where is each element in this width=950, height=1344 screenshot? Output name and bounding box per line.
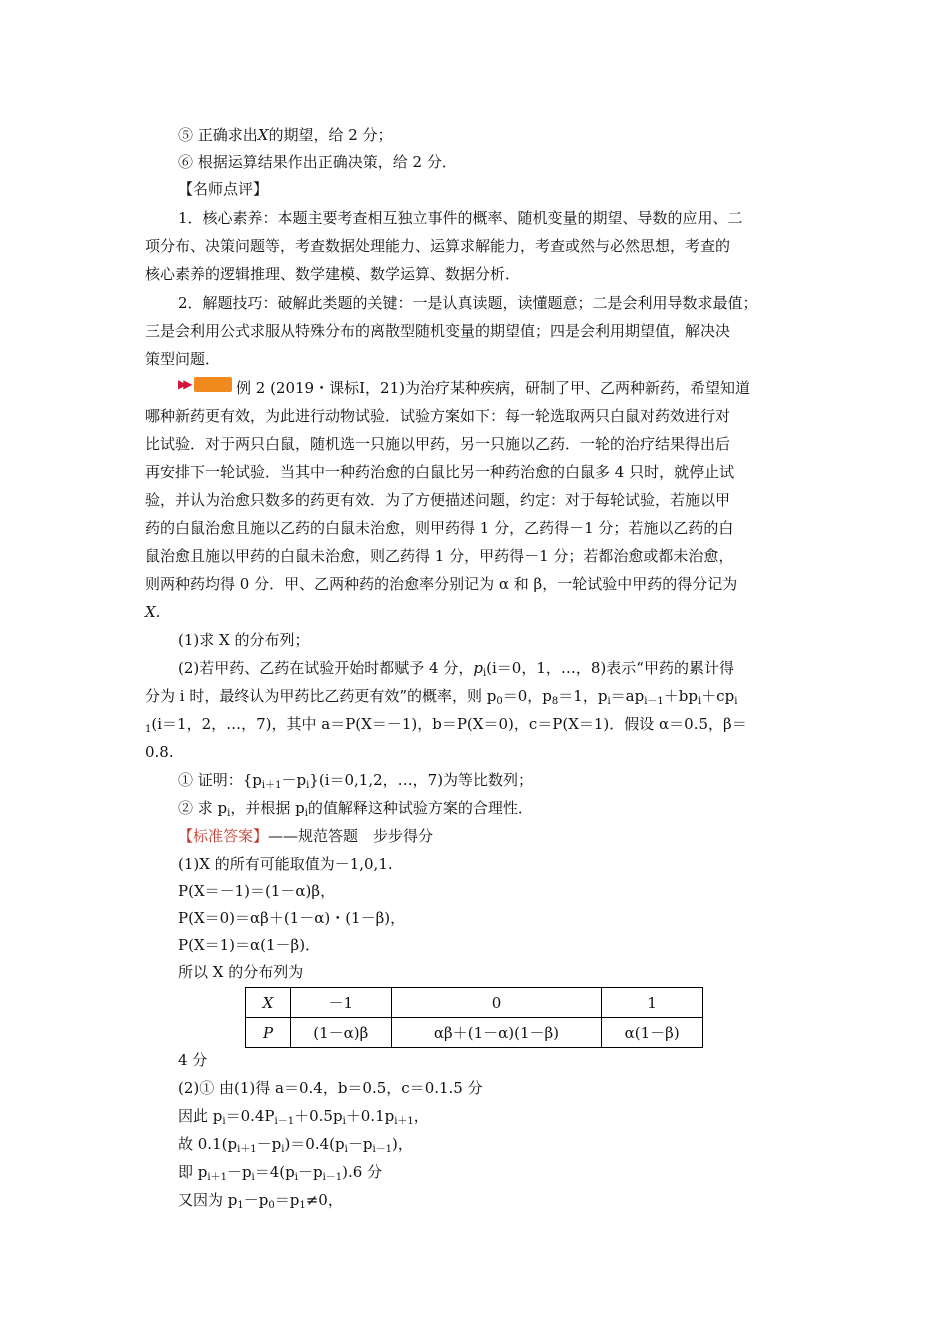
table-cell: αβ＋(1－α)(1－β): [391, 1018, 602, 1048]
question-2-line-4: 0.8.: [145, 743, 174, 761]
answer-1: (1)X 的所有可能取值为－1,0,1.: [178, 855, 393, 873]
question-1: (1)求 X 的分布列；: [178, 631, 310, 649]
standard-answer-heading: 【标准答案】——规范答题 步步得分: [178, 827, 434, 845]
answer-prob-0: P(X＝0)＝αβ＋(1－α)・(1－β)，: [178, 909, 406, 927]
example-line-3: 比试验．对于两只白鼠，随机选一只施以甲药，另一只施以乙药．一轮的治疗结果得出后: [145, 435, 731, 453]
question-2-line-2: 分为 i 时，最终认为甲药比乙药更有效”的概率，则 $p_0=0$，$p_8=1$，$p_i=ap_{i-1}+bp_i+cp_i$: [145, 687, 738, 707]
question-2-part-1: ① 证明：$\{p_{i+1}-p_i\}(i=0,1,2$，…，7)为等比数列；: [178, 771, 534, 791]
comment-1-line-3: 核心素养的逻辑推理、数学建模、数学运算、数据分析．: [145, 265, 521, 283]
answer-ratio: 即 $p_{i+1}-p_i=4(p_i-p_{i-1}).6$ 分: [178, 1163, 383, 1183]
scoring-step-5: ⑤ 正确求出X的期望，给 2 分；: [178, 126, 393, 144]
example-line-1: 例 2 (2019・课标Ⅰ，21)为治疗某种疾病，研制了甲、乙两种新药，希望知道: [236, 379, 750, 397]
answer-recurrence: 因此 $p_i=0.4P_{i-1}+0.5p_i+0.1p_{i+1}$，: [178, 1107, 429, 1127]
table-cell: －1: [291, 988, 392, 1018]
example-line-4: 再安排下一轮试验．当其中一种药治愈的白鼠比另一种药治愈的白鼠多 4 只时，就停止试: [145, 463, 735, 481]
example-line-5: 验，并认为治愈只数多的药更有效．为了方便描述问题，约定：对于每轮试验，若施以甲: [145, 491, 731, 509]
answer-prob-1: P(X＝1)＝α(1－β)．: [178, 936, 321, 954]
question-2-part-2: ② 求 $p_i$，并根据 $p_i$的值解释这种试验方案的合理性．: [178, 799, 533, 819]
answer-dist-intro: 所以 X 的分布列为: [178, 963, 304, 981]
example-line-7: 鼠治愈且施以甲药的白鼠未治愈，则乙药得 1 分，甲药得－1 分；若都治愈或都未治愈，: [145, 547, 734, 565]
score-4: 4 分: [178, 1051, 208, 1069]
table-cell: 0: [391, 988, 602, 1018]
answer-rearrange: 故 $0.1(p_{i+1}-p_i)=0.4(p_i-p_{i-1})$，: [178, 1135, 413, 1155]
answer-2-part-1: (2)① 由(1)得 a＝0.4，b＝0.5，c＝0.1.5 分: [178, 1079, 483, 1097]
example-line-2: 哪种新药更有效，为此进行动物试验．试验方案如下：每一轮选取两只白鼠对药效进行对: [145, 407, 731, 425]
table-cell: P: [246, 1018, 291, 1048]
example-line-9: X.: [145, 603, 161, 621]
table-cell: 1: [602, 988, 703, 1018]
table-cell: α(1－β): [602, 1018, 703, 1048]
question-2-line-1: (2)若甲药、乙药在试验开始时都赋予 4 分，$p_i(i=0$，1，…，8)表示“甲药的累计得: [178, 659, 734, 679]
example-line-6: 药的白鼠治愈且施以乙药的白鼠未治愈，则甲药得 1 分，乙药得－1 分；若施以乙药的白: [145, 519, 734, 537]
scoring-step-6: ⑥ 根据运算结果作出正确决策，给 2 分．: [178, 153, 457, 171]
table-cell: X: [246, 988, 291, 1018]
teacher-comment-heading: 【名师点评】: [178, 180, 269, 198]
example-marker-icon: ▶▶: [178, 375, 234, 393]
table-row: [246, 1018, 703, 1048]
question-2-line-3: $_1$(i＝1，2，…，7)，其中 a＝P(X＝－1)，b＝P(X＝0)，c＝P(X＝1)．假设 α＝0.5，β＝: [145, 715, 747, 735]
comment-1-line-1: 1．核心素养：本题主要考查相互独立事件的概率、随机变量的期望、导数的应用、二: [178, 209, 743, 227]
comment-2-line-3: 策型问题．: [145, 350, 221, 368]
answer-nonzero: 又因为 $p_1-p_0=p_1\ne 0$，: [178, 1191, 343, 1211]
comment-2-line-2: 三是会利用公式求服从特殊分布的离散型随机变量的期望值；四是会利用期望值，解决决: [145, 322, 731, 340]
table-row: [246, 988, 703, 1018]
example-line-8: 则两种药均得 0 分．甲、乙两种药的治愈率分别记为 α 和 β，一轮试验中甲药的得分记为: [145, 575, 738, 593]
answer-prob-neg1: P(X＝－1)＝(1－α)β，: [178, 882, 336, 900]
comment-1-line-2: 项分布、决策问题等，考查数据处理能力、运算求解能力，考查或然与必然思想，考查的: [145, 237, 731, 255]
comment-2-line-1: 2．解题技巧：破解此类题的关键：一是认真读题，读懂题意；二是会利用导数求最值；: [178, 294, 758, 312]
table-cell: (1－α)β: [291, 1018, 392, 1048]
distribution-table: [245, 987, 703, 1048]
